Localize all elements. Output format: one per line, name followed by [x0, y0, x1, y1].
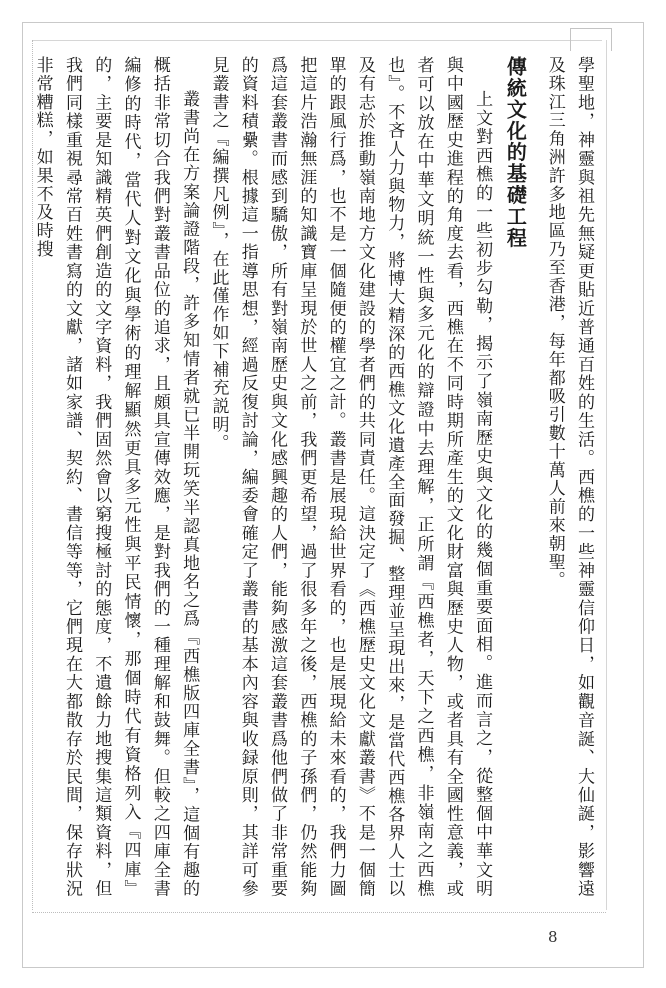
page-number: 8: [548, 928, 558, 946]
right-rule: [606, 40, 607, 910]
vertical-text-body: [32, 56, 598, 898]
section-heading: 傳統文化的基礎工程: [503, 56, 528, 249]
body-paragraph: 叢書尚在方案論證階段，許多知情者就已半開玩笑半認真地名之爲『西樵版四庫全書』，這個有趣的概括非常切合我們對叢書品位的追求，且頗具宣傳效應，是對我們的一種理解和鼓舞。但較之四庫全書編修的時代，當代人對文化與學術的理解顯然更具多元性與平民情懷，那個時代有資格列入『四庫』的，主要是知識精英們創造的文字資料，我們固然會以窮搜極討的態度，不遺餘力地搜集這類資料，但我們同樣重視尋常百姓書寫的文獻，諸如家譜、契約、書信等等，它們現在大都散存於民間，保存狀況非常糟糕，如果不及時搜: [32, 56, 200, 898]
continuation-paragraph: 學聖地，神靈與祖先無疑更貼近普通百姓的生活。西樵的一些神靈信仰日，如觀音誕、大仙誕，影響遠及珠江三角洲許多地區乃至香港，每年都吸引數十萬人前來朝聖。: [544, 56, 594, 898]
body-paragraph: 上文對西樵的一些初步勾勒，揭示了嶺南歷史與文化的幾個重要面相。進而言之，從整個中華文明與中國歷史進程的角度去看，西樵在不同時期所產生的文化財富與歷史人物，或者具有全國性意義，或者可以放在中華文明統一性與多元化的辯證中去理解，正所謂『西樵者，天下之西樵，非嶺南之西樵也』。不吝人力與物力，將博大精深的西樵文化遺產全面發掘、整理並呈現出來，是當代西樵各界人士以及有志於推動嶺南地方文化建設的學者們的共同責任。這決定了《西樵歷史文化文獻叢書》不是一個簡單的跟風行爲，也不是一個隨便的權宜之計。叢書是展現給世界看的，也是展現給未來看的，我們力圖把這片浩瀚無涯的知識寶庫呈現於世人之前，我們更希望，過了很多年之後，西樵的子孫們，仍然能夠爲這套叢書而感到驕傲，所有對嶺南歷史與文化感興趣的人們，能夠感激這套叢書爲他們做了非常重要的資料積纍。根據這一指導思想，經過反復討論，編委會確定了叢書的基本內容與收録原則，其詳可參見叢書之『編撰凡例』，在此僅作如下補充説明。: [208, 56, 493, 898]
top-rule: [32, 40, 602, 41]
bottom-dotted-rule: [32, 912, 606, 913]
corner-tab: [570, 28, 612, 51]
